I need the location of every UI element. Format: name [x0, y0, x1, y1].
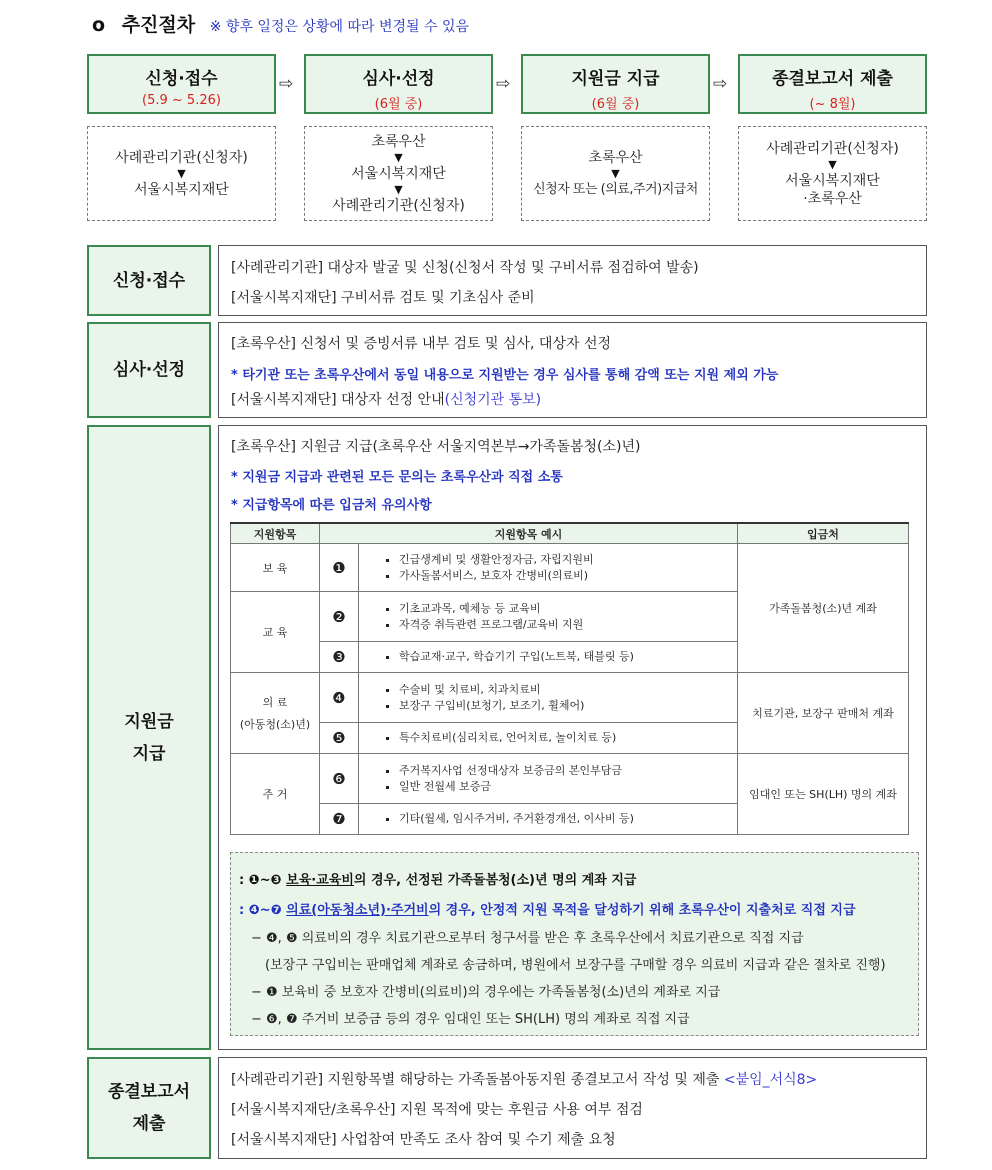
section-label: 신청·접수: [112, 270, 186, 291]
cat-medical-label: 의 료: [262, 696, 288, 709]
flow-actor: 서울시복지재단: [351, 165, 446, 182]
note-line-4: (보장구 구입비는 판매업체 계좌로 송금하며, 병원에서 보장구를 구매할 경우 의료비 지급과 같은 절차로 진행): [265, 958, 886, 973]
step-grant: [521, 54, 710, 114]
note-line-1: [239, 869, 637, 888]
content-review: [218, 322, 927, 418]
down-arrow-icon: ▼: [394, 182, 403, 196]
example-item: ▪ 주거복지사업 선정대상자 보증금의 본인부담금: [399, 763, 733, 779]
label-apply: [87, 245, 211, 316]
step-review: [304, 54, 493, 114]
example-item: ▪ 가사돌봄서비스, 보호자 간병비(의료비): [399, 568, 733, 584]
note-underlined: 의료(아동청소년)·주거비: [286, 903, 429, 918]
flow-actor: 초록우산: [588, 149, 643, 166]
step-report: [738, 54, 927, 114]
example-item: ▪ 기초교과목, 예체능 등 교육비: [399, 601, 733, 617]
flow-box-grant: [521, 126, 710, 221]
example-item: ▪ 일반 전월세 보증금: [399, 779, 733, 795]
example-cell: [359, 642, 738, 673]
flow-box-report: [738, 126, 927, 221]
example-item: ▪ 수술비 및 치료비, 치과치료비: [399, 682, 733, 698]
example-cell: [359, 592, 738, 642]
table-row: [231, 673, 909, 723]
note-line-6: − ❻, ❼ 주거비 보증금 등의 경우 임대인 또는 SH(LH) 명의 계좌로 직접 지급: [251, 1012, 690, 1027]
example-item: ▪ 기타(월세, 임시주거비, 주거환경개선, 이사비 등): [399, 811, 733, 827]
flow-box-review: [304, 126, 493, 221]
review-line-2: [231, 389, 541, 409]
note-underlined: 보육·교육비: [286, 873, 354, 888]
flow-actor: 서울시복지재단: [134, 181, 229, 198]
grant-star-2: * 지급항목에 따른 입금처 유의사항: [231, 498, 432, 513]
table-row: [231, 544, 909, 592]
num-7: ❼: [320, 804, 359, 835]
label-review: [87, 322, 211, 418]
example-cell: [359, 723, 738, 754]
step-arrow-icon: ⇨: [496, 74, 511, 94]
payee-housing: 임대인 또는 SH(LH) 명의 계좌: [738, 754, 909, 835]
down-arrow-icon: ▼: [177, 166, 186, 180]
num-2: ❷: [320, 592, 359, 642]
step-date: (6월 중): [374, 97, 423, 112]
flow-actor: 신청자 또는 (의료,주거)지급처: [533, 181, 698, 197]
note-text: 의 경우, 안정적 지원 목적을 달성하기 위해 초록우산이 지출처로 직접 지급: [428, 903, 856, 918]
flow-actor: 사례관리기관(신청자): [115, 149, 248, 166]
note-line-5: − ❶ 보육비 중 보호자 간병비(의료비)의 경우에는 가족돌봄청(소)년의 계좌로 지급: [251, 985, 721, 1000]
label-report: [87, 1057, 211, 1159]
flow-actor: 초록우산: [371, 133, 426, 150]
flow-actor: 사례관리기관(신청자): [766, 140, 899, 157]
flow-actor: ·초록우산: [803, 190, 862, 207]
example-item: ▪ 자격증 취득관련 프로그램/교육비 지원: [399, 617, 733, 633]
report-line-1-text: [사례관리기관] 지원항목별 해당하는 가족돌봄아동지원 종결보고서 작성 및 제출: [231, 1072, 724, 1088]
num-3: ❸: [320, 642, 359, 673]
example-item: ▪ 특수치료비(심리치료, 언어치료, 놀이치료 등): [399, 730, 733, 746]
schedule-note: ※ 향후 일정은 상황에 따라 변경될 수 있음: [209, 19, 469, 35]
section-title: [92, 10, 469, 37]
step-title: 지원금 지급: [571, 69, 660, 89]
payee-family: 가족돌봄청(소)년 계좌: [738, 544, 909, 673]
cat-medical-sub: (아동청(소)년): [239, 718, 311, 731]
review-star-note: * 타기관 또는 초록우산에서 동일 내용으로 지원받는 경우 심사를 통해 감액 또는 지원 제외 가능: [231, 368, 779, 383]
title-bullet: o: [92, 14, 106, 36]
example-cell: [359, 754, 738, 804]
step-arrow-icon: ⇨: [713, 74, 728, 94]
step-title: 종결보고서 제출: [772, 69, 893, 89]
support-items-table: [230, 522, 909, 835]
review-line-1: [초록우산] 신청서 및 증빙서류 내부 검토 및 심사, 대상자 선정: [231, 336, 612, 352]
num-6: ❻: [320, 754, 359, 804]
step-title: 신청·접수: [145, 69, 218, 89]
report-line-1: [231, 1069, 817, 1089]
report-line-3: [서울시복지재단] 사업참여 만족도 조사 참여 및 수기 제출 요청: [231, 1132, 616, 1148]
step-date: (~ 8월): [809, 97, 856, 112]
flow-actor: 서울시복지재단: [785, 172, 880, 189]
page-title: 추진절차: [121, 14, 196, 36]
step-date: (6월 중): [591, 97, 640, 112]
payee-medical: 치료기관, 보장구 판매처 계좌: [738, 673, 909, 754]
note-prefix: : ❹~❼: [239, 903, 287, 918]
header-payee: 입금처: [738, 523, 909, 544]
example-cell: [359, 804, 738, 835]
notice-org: (신청기관 통보): [444, 392, 542, 408]
example-cell: [359, 544, 738, 592]
apply-line-1: [사례관리기관] 대상자 발굴 및 신청(신청서 작성 및 구비서류 점검하여 발송): [231, 260, 699, 276]
report-line-2: [서울시복지재단/초록우산] 지원 목적에 맞는 후원금 사용 여부 점검: [231, 1102, 643, 1118]
table-row: [231, 754, 909, 804]
cat-housing: 주 거: [231, 754, 320, 835]
step-apply: [87, 54, 276, 114]
flow-actor: 사례관리기관(신청자): [332, 197, 465, 214]
section-label-2: 지급: [132, 743, 166, 764]
table-header-row: [231, 523, 909, 544]
num-4: ❹: [320, 673, 359, 723]
grant-star-1: * 지원금 지급과 관련된 모든 문의는 초록우산과 직접 소통: [231, 470, 563, 485]
cat-education: 교 육: [231, 592, 320, 673]
section-label-1: 종결보고서: [107, 1082, 191, 1102]
cat-care: 보 육: [231, 544, 320, 592]
payment-notes-box: [230, 852, 919, 1036]
num-5: ❺: [320, 723, 359, 754]
step-title: 심사·선정: [362, 69, 435, 89]
down-arrow-icon: ▼: [611, 166, 620, 180]
example-cell: [359, 673, 738, 723]
example-item: ▪ 긴급생계비 및 생활안정자금, 자립지원비: [399, 552, 733, 568]
content-report: [218, 1057, 927, 1159]
cat-medical: [231, 673, 320, 754]
header-item: 지원항목: [231, 523, 320, 544]
example-item: ▪ 학습교재·교구, 학습기기 구입(노트북, 태블릿 등): [399, 649, 733, 665]
label-grant: [87, 425, 211, 1050]
note-line-3: − ❹, ❺ 의료비의 경우 치료기관으로부터 청구서를 받은 후 초록우산에서 치료기관으로 직접 지급: [251, 931, 804, 946]
down-arrow-icon: ▼: [394, 150, 403, 164]
note-line-2: [239, 899, 856, 918]
header-example: 지원항목 예시: [320, 523, 738, 544]
section-label: 심사·선정: [112, 360, 186, 380]
down-arrow-icon: ▼: [828, 157, 837, 171]
content-apply: [218, 245, 927, 316]
review-line-2-text: [서울시복지재단] 대상자 선정 안내: [231, 392, 445, 408]
note-prefix: : ❶~❸: [239, 873, 287, 888]
grant-line-1: [초록우산] 지원금 지급(초록우산 서울지역본부→가족돌봄청(소)년): [231, 439, 641, 455]
content-grant: [218, 425, 927, 1050]
section-label-2: 제출: [132, 1114, 166, 1134]
flow-box-apply: [87, 126, 276, 221]
attachment-ref: <붙임_서식8>: [723, 1072, 818, 1088]
step-date: (5.9 ~ 5.26): [142, 93, 221, 108]
num-1: ❶: [320, 544, 359, 592]
example-item: ▪ 보장구 구입비(보청기, 보조기, 휠체어): [399, 698, 733, 714]
note-text: 의 경우, 선정된 가족돌봄청(소)년 명의 계좌 지급: [353, 873, 637, 888]
section-label-1: 지원금: [124, 711, 174, 732]
apply-line-2: [서울시복지재단] 구비서류 검토 및 기초심사 준비: [231, 290, 535, 306]
step-arrow-icon: ⇨: [279, 74, 294, 94]
